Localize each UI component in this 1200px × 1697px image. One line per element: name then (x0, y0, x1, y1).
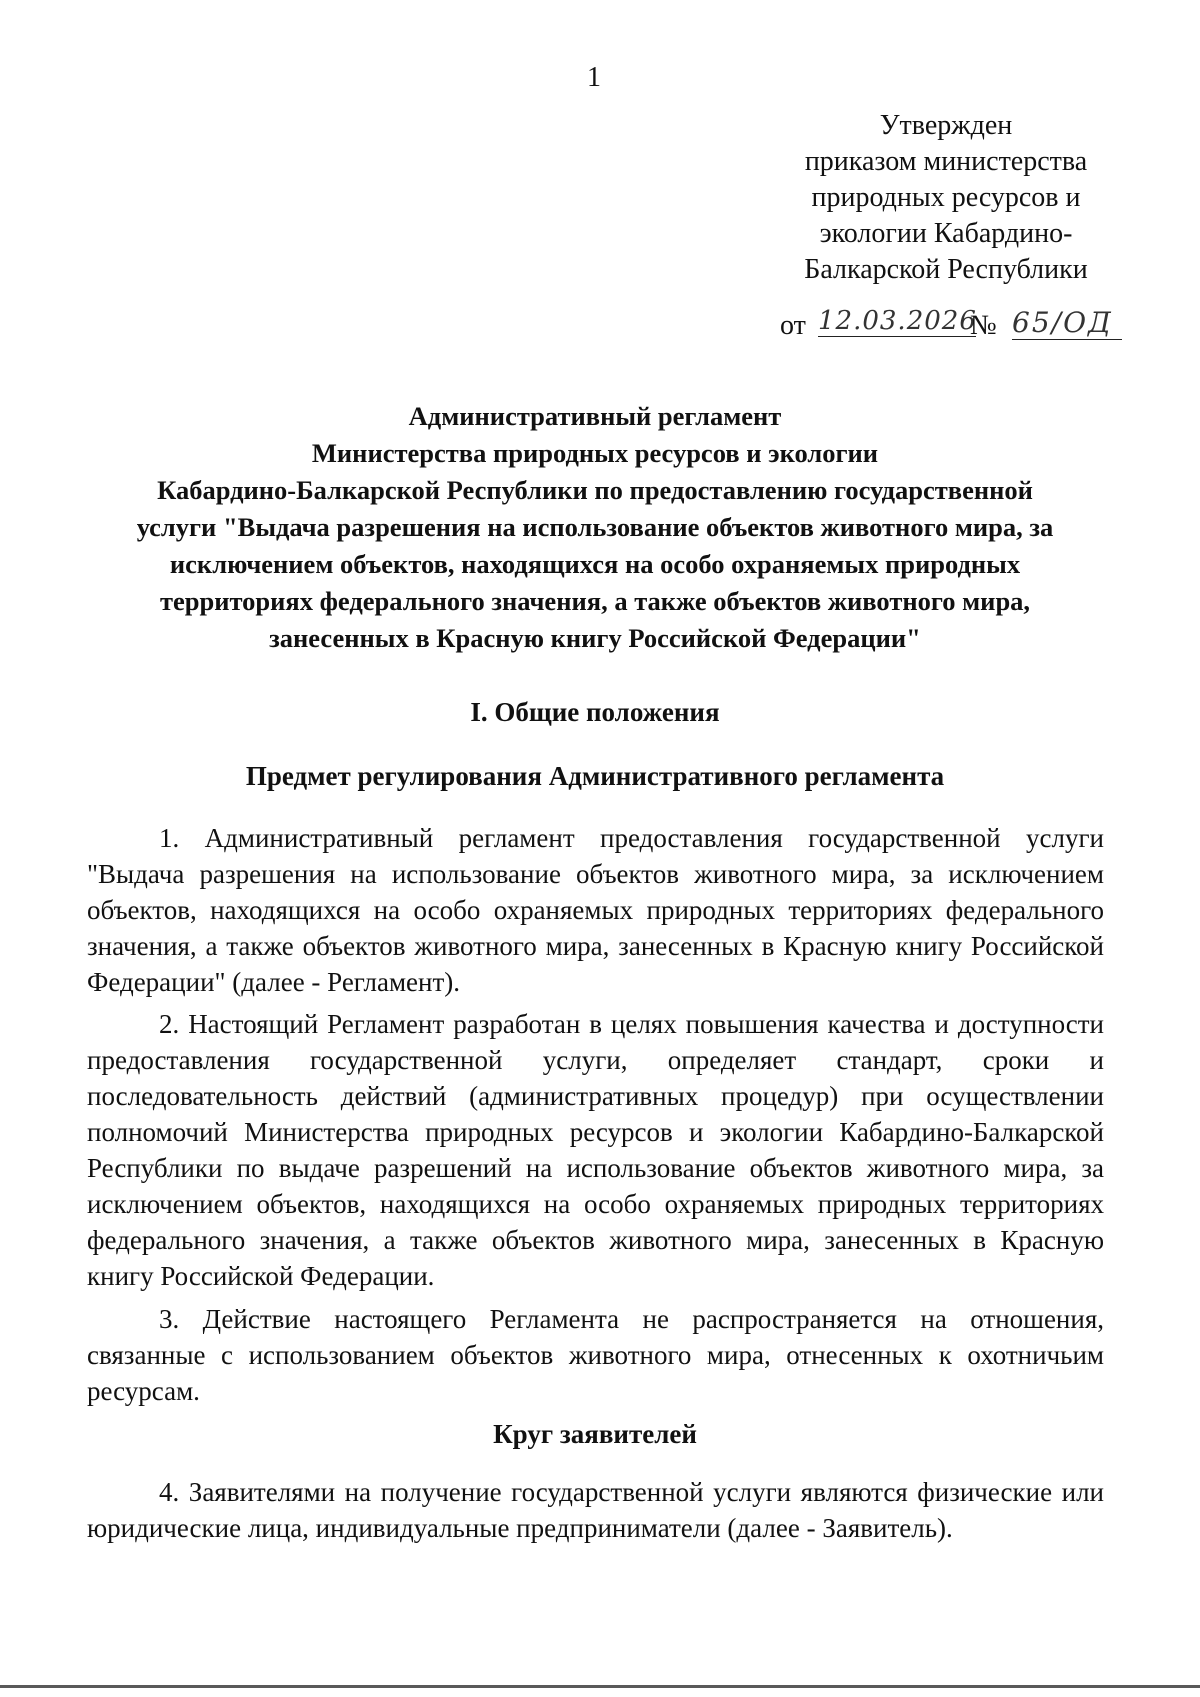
title-line: исключением объектов, находящихся на особо охраняемых природных (169, 549, 1021, 579)
title-line: Министерства природных ресурсов и экологии (311, 438, 879, 468)
order-number-handwritten: 65/ОД (1012, 306, 1122, 340)
applicants-heading: Круг заявителей (493, 1419, 697, 1449)
title-line: Кабардино-Балкарской Республики по предоставлению государственной (157, 475, 1033, 505)
document-title (70, 398, 1120, 657)
title-line: занесенных в Красную книгу Российской Федерации" (269, 623, 921, 653)
order-reference (780, 306, 1140, 348)
title-line: Административный регламент (408, 401, 782, 431)
section-heading: I. Общие положения (470, 697, 720, 727)
approval-line: Балкарской Республики (804, 254, 1088, 285)
page-number: 1 (587, 62, 601, 93)
order-date-handwritten: 12.03.2026 (818, 306, 977, 336)
approval-line: экологии Кабардино- (819, 218, 1073, 249)
paragraph-4: 4. Заявителями на получение государственной услуги являются физические или юридические лица, индивидуальные предприниматели (далее - Заявитель). (87, 1477, 1104, 1543)
title-line: территориях федерального значения, а также объектов животного мира, (159, 586, 1031, 616)
order-number-sign: № (970, 310, 997, 341)
order-date-label: от (780, 310, 806, 341)
approval-block (786, 108, 1106, 288)
paragraph-1: 1. Административный регламент предоставления государственной услуги "Выдача разрешения на использование объектов животного мира, за исключением объектов, находящихся на особо охраняемых природных территориях федерального значения, а также объектов животного мира, занесенных в Красную книгу Российской Федерации" (далее - Регламент). (87, 823, 1104, 997)
approval-line: приказом министерства (804, 146, 1088, 177)
scan-edge-line (0, 1685, 1200, 1688)
approval-line: Утвержден (879, 110, 1013, 141)
paragraph-2: 2. Настоящий Регламент разработан в целях повышения качества и доступности предоставления государственной услуги, определяет стандарт, сроки и последовательность действий (административных процедур) при осуществлении полномочий Министерства природных ресурсов и экологии Кабардино-Балкарской Республики по выдаче разрешений на использование объектов животного мира, за исключением объектов, находящихся на особо охраняемых природных территориях федерального значения, а также объектов животного мира, занесенных в Красную книгу Российской Федерации. (87, 1009, 1104, 1291)
paragraph-3: 3. Действие настоящего Регламента не распространяется на отношения, связанные с использованием объектов животного мира, отнесенных к охотничьим ресурсам. (87, 1304, 1104, 1406)
subject-heading: Предмет регулирования Административного регламента (245, 761, 945, 791)
title-line: услуги "Выдача разрешения на использование объектов животного мира, за (136, 512, 1054, 542)
approval-line: природных ресурсов и (811, 182, 1081, 213)
